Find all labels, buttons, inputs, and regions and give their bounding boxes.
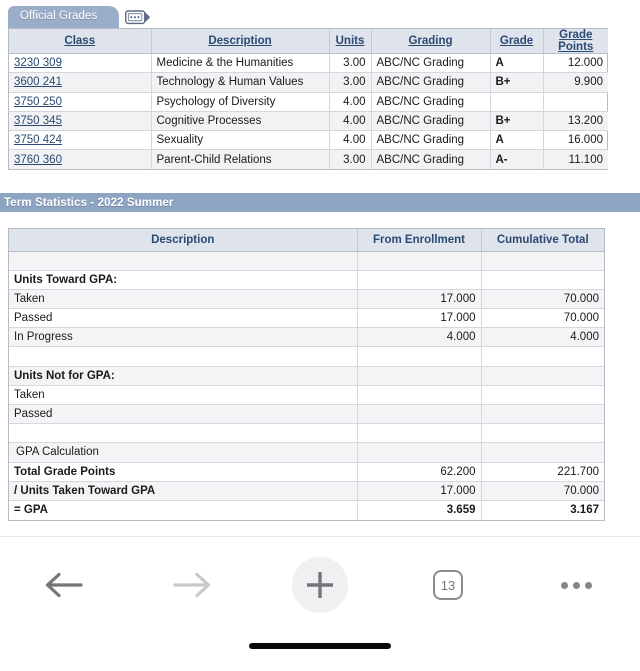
stats-from-enrollment: 3.659: [357, 500, 481, 519]
stats-from-enrollment: 4.000: [357, 328, 481, 347]
stats-cumulative-total: [481, 424, 604, 443]
table-row: [9, 111, 608, 130]
ellipsis-dot: [561, 582, 568, 589]
cell-grading: ABC/NC Grading: [371, 92, 490, 111]
cell-units: 4.00: [329, 92, 371, 111]
list-item: [9, 385, 604, 404]
cell-grading: ABC/NC Grading: [371, 131, 490, 150]
back-button[interactable]: [0, 549, 128, 621]
stats-label: Passed: [9, 309, 357, 328]
table-row: [9, 54, 608, 73]
col-header-grade-points[interactable]: Grade Points: [543, 29, 608, 54]
cell-description: Parent-Child Relations: [151, 150, 329, 169]
cell-grade: [490, 92, 543, 111]
list-item: [9, 289, 604, 308]
stats-label: Total Grade Points: [9, 462, 357, 481]
list-item: [9, 443, 604, 462]
class-link[interactable]: 3750 250: [14, 95, 62, 108]
class-link[interactable]: 3750 424: [14, 134, 62, 147]
stats-cumulative-total: [481, 270, 604, 289]
cell-grade-points: [543, 92, 608, 111]
col-header-grade[interactable]: Grade: [490, 29, 543, 54]
stats-cumulative-total: 221.700: [481, 462, 604, 481]
list-item: [9, 481, 604, 500]
cell-description: Technology & Human Values: [151, 73, 329, 92]
more-options-button[interactable]: [512, 549, 640, 621]
table-row: [9, 73, 608, 92]
stats-from-enrollment: [357, 270, 481, 289]
cell-class: [9, 150, 151, 169]
stats-label: Units Not for GPA:: [9, 366, 357, 385]
stats-label: Passed: [9, 405, 357, 424]
list-item: [9, 270, 604, 289]
cell-class: [9, 131, 151, 150]
new-tab-button-circle: [292, 557, 348, 613]
tab-count-label: 13: [440, 577, 456, 593]
stats-label: [9, 424, 357, 443]
table-row: [9, 150, 608, 169]
col-header-description[interactable]: Description: [151, 29, 329, 54]
col-header-grading[interactable]: Grading: [371, 29, 490, 54]
list-item: [9, 328, 604, 347]
stats-cumulative-total: [481, 385, 604, 404]
cell-description: Sexuality: [151, 131, 329, 150]
list-item: [9, 309, 604, 328]
cell-grading: ABC/NC Grading: [371, 111, 490, 130]
list-item: [9, 251, 604, 270]
col-header-from-enrollment: From Enrollment: [357, 229, 481, 251]
stats-cumulative-total: [481, 443, 604, 462]
stats-cumulative-total: 3.167: [481, 500, 604, 519]
grid-arrow-icon-svg: [125, 10, 151, 25]
col-header-cumulative-total: Cumulative Total: [481, 229, 604, 251]
plus-icon: [303, 568, 337, 602]
cell-grade-points: 13.200: [543, 111, 608, 130]
tab-count-badge: [433, 570, 463, 600]
cell-units: 3.00: [329, 54, 371, 73]
stats-label: In Progress: [9, 328, 357, 347]
stats-from-enrollment: [357, 251, 481, 270]
official-grades-table: [9, 29, 608, 169]
stats-label: Units Toward GPA:: [9, 270, 357, 289]
stats-from-enrollment: 17.000: [357, 309, 481, 328]
col-header-class[interactable]: Class: [9, 29, 151, 54]
cell-grade-points: 9.900: [543, 73, 608, 92]
ellipsis-dot: [585, 582, 592, 589]
stats-cumulative-total: 4.000: [481, 328, 604, 347]
browser-toolbar: [0, 536, 640, 671]
tab-strip: [0, 0, 640, 28]
tab-count-button[interactable]: [384, 549, 512, 621]
stats-from-enrollment: [357, 347, 481, 366]
col-header-units[interactable]: Units: [329, 29, 371, 54]
cell-units: 4.00: [329, 111, 371, 130]
cell-class: [9, 92, 151, 111]
class-link[interactable]: 3760 360: [14, 153, 62, 166]
stats-header-row: [9, 229, 604, 251]
stats-cumulative-total: 70.000: [481, 481, 604, 500]
cell-description: Cognitive Processes: [151, 111, 329, 130]
list-item: [9, 366, 604, 385]
list-item: [9, 500, 604, 519]
stats-from-enrollment: [357, 405, 481, 424]
class-link[interactable]: 3600 241: [14, 76, 62, 89]
back-arrow-icon: [41, 569, 87, 601]
cell-grade-points: 16.000: [543, 131, 608, 150]
col-header-stats-description: Description: [9, 229, 357, 251]
tab-label: Official Grades: [20, 9, 98, 22]
ellipsis-dot: [573, 582, 580, 589]
stats-cumulative-total: 70.000: [481, 289, 604, 308]
stats-from-enrollment: 17.000: [357, 289, 481, 308]
stats-cumulative-total: [481, 347, 604, 366]
class-link[interactable]: 3230 309: [14, 57, 62, 70]
stats-label: Taken: [9, 385, 357, 404]
cell-class: [9, 54, 151, 73]
cell-units: 3.00: [329, 73, 371, 92]
new-tab-button[interactable]: [256, 549, 384, 621]
cell-grade-points: 12.000: [543, 54, 608, 73]
stats-from-enrollment: [357, 366, 481, 385]
grades-header-row: [9, 29, 608, 54]
stats-label: = GPA: [9, 500, 357, 519]
stats-label: [9, 251, 357, 270]
term-statistics-table-container: [8, 228, 605, 521]
stats-label: [9, 347, 357, 366]
stats-cumulative-total: [481, 251, 604, 270]
class-link[interactable]: 3750 345: [14, 115, 62, 128]
cell-grading: ABC/NC Grading: [371, 150, 490, 169]
official-grades-table-container: [8, 28, 608, 170]
cell-grading: ABC/NC Grading: [371, 73, 490, 92]
cell-grade: A: [490, 131, 543, 150]
cell-grade-points: 11.100: [543, 150, 608, 169]
list-item: [9, 424, 604, 443]
ellipsis-icon: [561, 582, 592, 589]
cell-units: 4.00: [329, 131, 371, 150]
cell-grade: B+: [490, 73, 543, 92]
forward-button[interactable]: [128, 549, 256, 621]
cell-description: Medicine & the Humanities: [151, 54, 329, 73]
cell-class: [9, 111, 151, 130]
list-item: [9, 462, 604, 481]
grid-arrow-icon[interactable]: [125, 10, 151, 25]
tab-official-grades[interactable]: [8, 6, 119, 29]
stats-from-enrollment: 62.200: [357, 462, 481, 481]
stats-cumulative-total: [481, 405, 604, 424]
forward-arrow-icon: [169, 569, 215, 601]
stats-from-enrollment: 17.000: [357, 481, 481, 500]
home-indicator[interactable]: [249, 643, 391, 649]
browser-toolbar-buttons: [0, 549, 640, 621]
table-row: [9, 92, 608, 111]
term-statistics-title: Term Statistics - 2022 Summer: [4, 196, 174, 209]
cell-grade: A: [490, 54, 543, 73]
cell-description: Psychology of Diversity: [151, 92, 329, 111]
cell-grading: ABC/NC Grading: [371, 54, 490, 73]
cell-grade: A-: [490, 150, 543, 169]
stats-from-enrollment: [357, 443, 481, 462]
term-statistics-table: [9, 229, 604, 520]
stats-from-enrollment: [357, 385, 481, 404]
stats-from-enrollment: [357, 424, 481, 443]
list-item: [9, 405, 604, 424]
term-statistics-band: [0, 193, 640, 212]
list-item: [9, 347, 604, 366]
stats-label: / Units Taken Toward GPA: [9, 481, 357, 500]
stats-cumulative-total: 70.000: [481, 309, 604, 328]
cell-units: 3.00: [329, 150, 371, 169]
cell-class: [9, 73, 151, 92]
stats-cumulative-total: [481, 366, 604, 385]
stats-label: GPA Calculation: [9, 443, 357, 462]
table-row: [9, 131, 608, 150]
cell-grade: B+: [490, 111, 543, 130]
stats-label: Taken: [9, 289, 357, 308]
